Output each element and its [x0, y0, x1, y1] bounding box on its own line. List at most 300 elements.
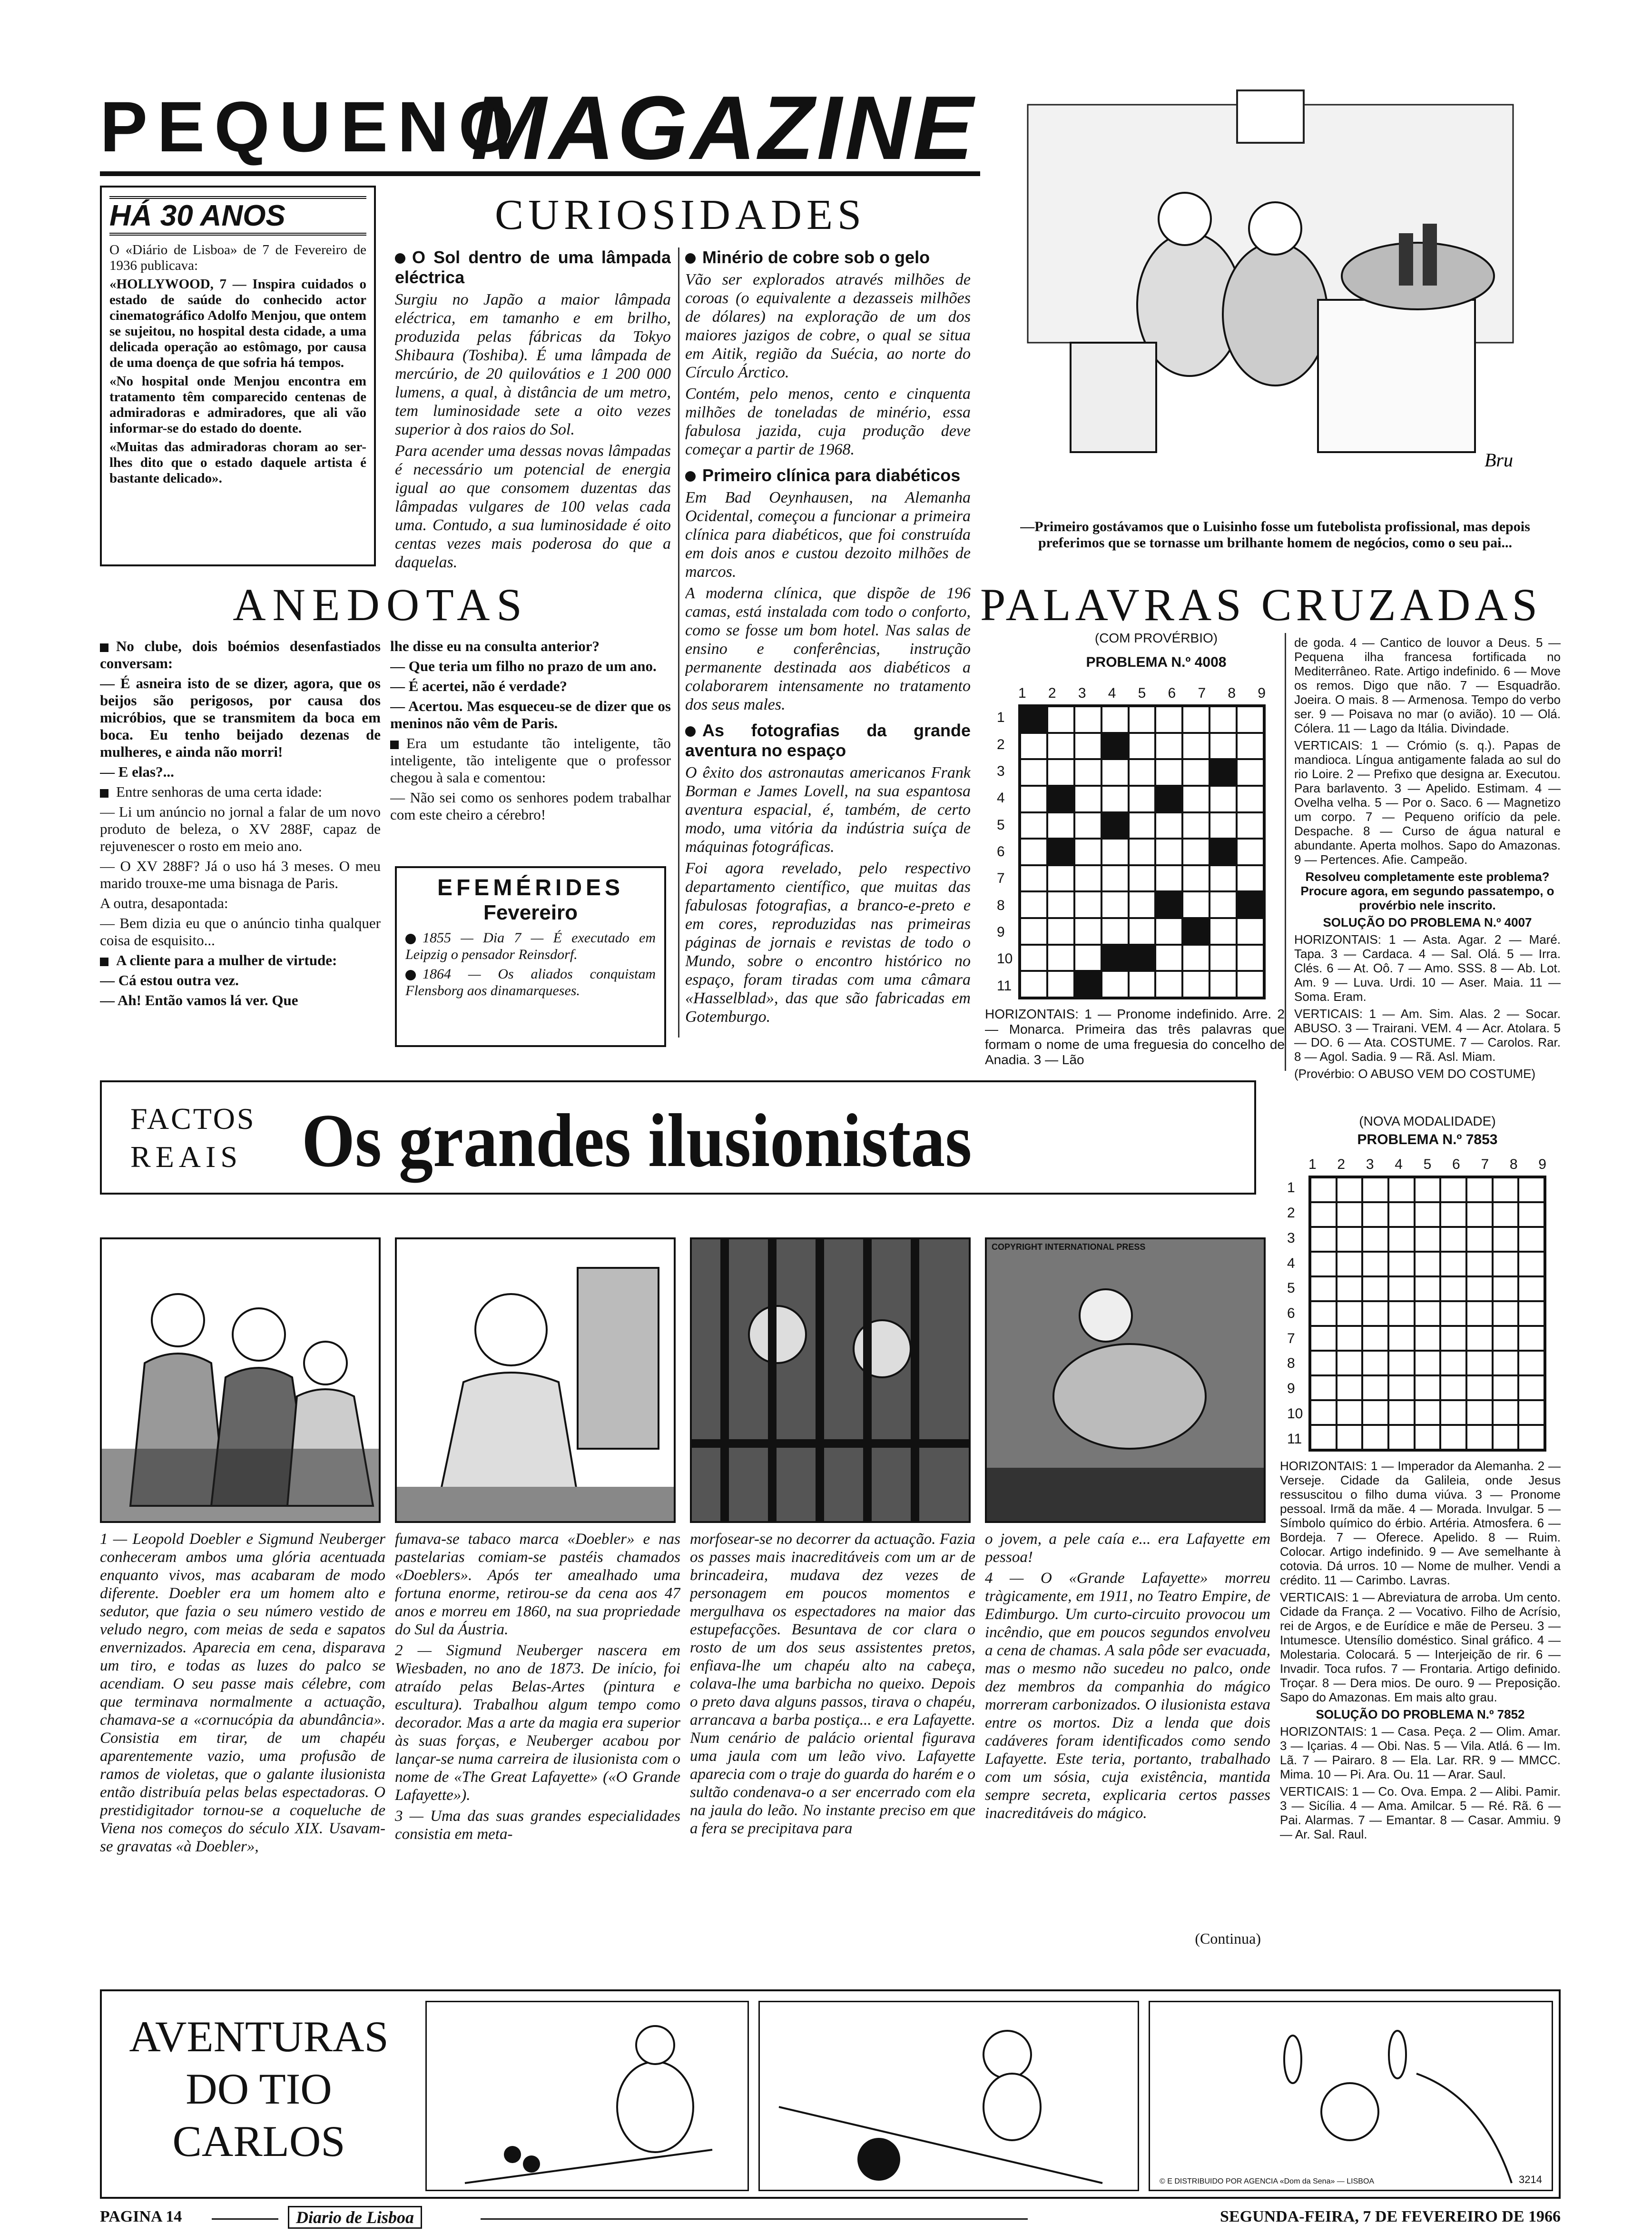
crossword-cell[interactable] — [1210, 812, 1237, 839]
factos-col4 — [985, 1530, 1270, 1935]
crossword-cell[interactable] — [1237, 891, 1264, 918]
strip-panel-2 — [758, 2001, 1139, 2191]
crossword-cell[interactable] — [1466, 1252, 1493, 1276]
crossword-cell[interactable] — [1310, 1400, 1337, 1425]
crossword-cell[interactable] — [1337, 1202, 1363, 1227]
crossword-cell[interactable] — [1518, 1425, 1544, 1450]
crossword2-col-9: 9 — [1538, 1157, 1546, 1172]
crossword-cell[interactable] — [1362, 1177, 1388, 1202]
crossword-cell[interactable] — [1493, 1276, 1519, 1301]
crossword-col-5: 5 — [1138, 685, 1146, 701]
bullet-icon — [685, 471, 696, 482]
crossword-cell[interactable] — [1388, 1375, 1415, 1400]
anedotas-a3: A cliente para a mulher de virtude: — [116, 952, 337, 969]
crossword-cell[interactable] — [1388, 1177, 1415, 1202]
crossword-cell[interactable] — [1101, 865, 1129, 892]
crossword-cell[interactable] — [1337, 1326, 1363, 1351]
crossword-cell[interactable] — [1129, 918, 1156, 945]
crossword-cell[interactable] — [1074, 918, 1101, 945]
crossword-cell[interactable] — [1337, 1425, 1363, 1450]
cartoon-illustration — [990, 76, 1561, 519]
crossword-cell[interactable] — [1466, 1351, 1493, 1375]
crossword-col-4: 4 — [1108, 685, 1116, 701]
crossword-cell[interactable] — [1388, 1252, 1415, 1276]
curiosidades-h1: O Sol dentro de uma lâmpada eléctrica — [395, 247, 671, 287]
crossword-cell[interactable] — [1362, 1227, 1388, 1252]
anedotas-col2 — [390, 638, 671, 866]
crossword-cell[interactable] — [1518, 1276, 1544, 1301]
bullet-icon — [390, 741, 399, 749]
crossword-cell[interactable] — [1493, 1326, 1519, 1351]
strip-panel-1 — [425, 2001, 749, 2191]
crossword-cell[interactable] — [1210, 759, 1237, 786]
crossword2-row-10: 10 — [1287, 1405, 1303, 1422]
crossword-cell[interactable] — [1101, 786, 1129, 812]
crossword-cell[interactable] — [1155, 945, 1182, 971]
crossword-cell[interactable] — [1047, 945, 1074, 971]
crossword-cell[interactable] — [1182, 945, 1210, 971]
crossword-cell[interactable] — [1129, 865, 1156, 892]
crossword-cell[interactable] — [1155, 786, 1182, 812]
crossword-cell[interactable] — [1362, 1276, 1388, 1301]
ha30-intro: O «Diário de Lisboa» de 7 de Fevereiro de 1936 publicava: — [109, 242, 366, 273]
crossword-cell[interactable] — [1020, 786, 1047, 812]
crossword-cell[interactable] — [1466, 1202, 1493, 1227]
crossword-cell[interactable] — [1388, 1351, 1415, 1375]
crossword-cell[interactable] — [1466, 1177, 1493, 1202]
crossword-cell[interactable] — [1020, 891, 1047, 918]
comic-panel-2 — [395, 1237, 676, 1523]
crossword-cell[interactable] — [1310, 1326, 1337, 1351]
factos-p2b: 2 — Sigmund Neuberger nascera em Wiesbaden, no ano de 1873. De início, foi atraído pelas Belas-Artes (pintura e escultura). Trabalhou algum tempo como decorador. Mas a arte da magia era superior às suas forças, e Neuberger acabou por lançar-se numa carreira de ilusionista com o nome de «The Great Lafayette» («O Grande Lafayette»). — [395, 1642, 680, 1804]
crossword-cell[interactable] — [1101, 759, 1129, 786]
crossword-cell[interactable] — [1074, 839, 1101, 865]
crossword-row-11: 11 — [997, 978, 1012, 994]
crossword-grid-7853[interactable] — [1308, 1176, 1546, 1452]
factos-continua: (Continua) — [1195, 1930, 1261, 1947]
crossword-cell[interactable] — [1155, 812, 1182, 839]
crossword-cell[interactable] — [1440, 1252, 1466, 1276]
crossword-cell[interactable] — [1155, 971, 1182, 998]
crossword-cell[interactable] — [1518, 1252, 1544, 1276]
crossword-cell[interactable] — [1074, 945, 1101, 971]
palavras-right — [1294, 635, 1561, 1111]
crossword-cell[interactable] — [1047, 865, 1074, 892]
crossword-cell[interactable] — [1020, 971, 1047, 998]
crossword-cell[interactable] — [1466, 1375, 1493, 1400]
crossword-cell[interactable] — [1210, 839, 1237, 865]
crossword-cell[interactable] — [1310, 1351, 1337, 1375]
anedotas-b1c: — É acertei, não é verdade? — [390, 678, 567, 694]
crossword-cell[interactable] — [1074, 971, 1101, 998]
crossword-cell[interactable] — [1155, 733, 1182, 760]
crossword-cell[interactable] — [1101, 812, 1129, 839]
crossword-row-7: 7 — [997, 870, 1005, 887]
crossword-cell[interactable] — [1074, 786, 1101, 812]
comic-panel-3 — [690, 1237, 971, 1523]
crossword-cell[interactable] — [1518, 1202, 1544, 1227]
crossword-cell[interactable] — [1020, 839, 1047, 865]
aventuras-title — [111, 2010, 406, 2167]
crossword-cell[interactable] — [1518, 1326, 1544, 1351]
crossword-cell[interactable] — [1182, 786, 1210, 812]
crossword-cell[interactable] — [1337, 1351, 1363, 1375]
crossword-cell[interactable] — [1362, 1351, 1388, 1375]
crossword2-col-7: 7 — [1481, 1157, 1489, 1172]
crossword-cell[interactable] — [1155, 759, 1182, 786]
crossword-cell[interactable] — [1466, 1276, 1493, 1301]
crossword-cell[interactable] — [1182, 865, 1210, 892]
bullet-icon — [100, 958, 108, 966]
palavras-vert: VERTICAIS: 1 — Crómio (s. q.). Papas de mandioca. Língua antigamente falada ao sul do rio Loire. 2 — Prefixo que designa ar. Executou. Para barlavento. 3 — Apelido. Estimam. 4 — Ovelha velha. 5 — Por o. Saco. 6 — Magnetizo um corpo. 7 — Pequeno orifício da pele. Despache. 8 — Curso de água natural e abundante. Aperta molhos. Sapo do Amazonas. 9 — Pertences. Afie. Campeão. — [1294, 738, 1561, 867]
crossword-cell[interactable] — [1101, 918, 1129, 945]
crossword-cell[interactable] — [1310, 1301, 1337, 1326]
crossword2-col-1: 1 — [1308, 1157, 1317, 1172]
crossword-cell[interactable] — [1074, 865, 1101, 892]
crossword-grid-4008[interactable] — [1018, 704, 1266, 999]
crossword-cell[interactable] — [1047, 971, 1074, 998]
anedotas-b1d: — Acertou. Mas esqueceu-se de dizer que os meninos não vêm de Paris. — [390, 698, 671, 731]
crossword-cell[interactable] — [1415, 1351, 1441, 1375]
crossword-cell[interactable] — [1388, 1301, 1415, 1326]
crossword-cell[interactable] — [1129, 706, 1156, 733]
efemerides-month: Fevereiro — [483, 901, 578, 924]
palavras-sol7852: SOLUÇÃO DO PROBLEMA N.º 7852 — [1316, 1707, 1525, 1721]
curiosidades-h2: Minério de cobre sob o gelo — [702, 247, 930, 267]
bullet-icon — [405, 970, 416, 980]
crossword-cell[interactable] — [1047, 759, 1074, 786]
crossword-cell[interactable] — [1182, 839, 1210, 865]
crossword-cell[interactable] — [1237, 812, 1264, 839]
crossword-cell[interactable] — [1020, 945, 1047, 971]
crossword-cell[interactable] — [1237, 706, 1264, 733]
crossword-cell[interactable] — [1493, 1252, 1519, 1276]
curiosidades-t2: Vão ser explorados através milhões de coroas (o equivalente a dezasseis milhões de dólares) na exploração de um dos maiores jazigos de cobre, o qual se situa em Aitik, região da Suécia, ao norte do Círculo Árctico. — [685, 271, 971, 381]
crossword-cell[interactable] — [1518, 1375, 1544, 1400]
factos-title: Os grandes ilusionistas — [302, 1098, 972, 1183]
bullet-icon — [405, 934, 416, 944]
curiosidades-t1: Surgiu no Japão a maior lâmpada eléctrica, em tamanho e em brilho, produzida pelas fábricas da Tokyo Shibaura (Toshiba). É uma lâmpada de mercúrio, de 20 quilovátios e 1 200 000 lumens, a qual, à distância de um metro, tem luminosidade sete a oito vezes superior à dos raios do Sol. — [395, 291, 671, 438]
palavras-problem2: PROBLEMA N.º 7853 — [1357, 1132, 1498, 1147]
crossword-cell[interactable] — [1518, 1177, 1544, 1202]
crossword-cell[interactable] — [1518, 1301, 1544, 1326]
crossword-cell[interactable] — [1047, 839, 1074, 865]
crossword-cell[interactable] — [1020, 918, 1047, 945]
curiosidades-h3: Primeiro clínica para diabéticos — [702, 465, 961, 485]
crossword-cell[interactable] — [1129, 812, 1156, 839]
crossword-cell[interactable] — [1493, 1177, 1519, 1202]
anedotas-b1: lhe disse eu na consulta anterior? — [390, 638, 600, 654]
crossword-cell[interactable] — [1047, 786, 1074, 812]
crossword-cell[interactable] — [1337, 1400, 1363, 1425]
efemerides-e1: 1855 — Dia 7 — É executado em Leipzig o pensador Reinsdorf. — [405, 930, 656, 962]
crossword-cell[interactable] — [1415, 1227, 1441, 1252]
crossword-cell[interactable] — [1466, 1301, 1493, 1326]
curiosidades-t2b: Contém, pelo menos, cento e cinquenta milhões de toneladas de minério, essa fabulosa jazida, cuja produção deve começar a partir de 1968. — [685, 385, 971, 458]
crossword-cell[interactable] — [1101, 706, 1129, 733]
crossword-cell[interactable] — [1415, 1301, 1441, 1326]
crossword-cell[interactable] — [1310, 1177, 1337, 1202]
crossword-cell[interactable] — [1129, 839, 1156, 865]
crossword-col-6: 6 — [1168, 685, 1176, 701]
crossword-cell[interactable] — [1047, 918, 1074, 945]
crossword-cell[interactable] — [1237, 733, 1264, 760]
crossword2-col-4: 4 — [1395, 1157, 1403, 1172]
anedotas-a1b: — É asneira isto de se dizer, agora, que os beijos são perigosos, por causa dos micróbios, que se transmitem da boca em boca. Eu tenho beijado dezenas de mulheres, e ainda não morri! — [100, 675, 381, 760]
crossword-cell[interactable] — [1129, 759, 1156, 786]
crossword-cell[interactable] — [1440, 1301, 1466, 1326]
crossword-cell[interactable] — [1493, 1227, 1519, 1252]
palavras-right2 — [1280, 1459, 1561, 1944]
crossword-cell[interactable] — [1466, 1227, 1493, 1252]
crossword-cell[interactable] — [1237, 759, 1264, 786]
factos-label2: REAIS — [130, 1140, 242, 1174]
crossword-cell[interactable] — [1415, 1177, 1441, 1202]
crossword-cell[interactable] — [1518, 1227, 1544, 1252]
crossword-cell[interactable] — [1415, 1425, 1441, 1450]
crossword-cell[interactable] — [1440, 1202, 1466, 1227]
crossword-cell[interactable] — [1518, 1400, 1544, 1425]
crossword-cell[interactable] — [1493, 1375, 1519, 1400]
curiosidades-t3b: A moderna clínica, que dispõe de 196 camas, está instalada com todo o conforto, como se fosse um bom hotel. Nas salas de ensino e conferências, instrução permanente destinada aos diabéticos a colaborarem intensamente no tratamento dos seus males. — [685, 584, 971, 713]
crossword-cell[interactable] — [1155, 706, 1182, 733]
curiosidades-col1 — [395, 247, 671, 600]
crossword2-row-9: 9 — [1287, 1381, 1295, 1397]
crossword-cell[interactable] — [1388, 1227, 1415, 1252]
crossword-cell[interactable] — [1466, 1326, 1493, 1351]
footer-page: PAGINA 14 — [100, 2208, 182, 2225]
factos-p4: o jovem, a pele caía e... era Lafayette em pessoa! — [985, 1531, 1270, 1566]
crossword-cell[interactable] — [1493, 1400, 1519, 1425]
crossword-cell[interactable] — [1337, 1227, 1363, 1252]
crossword-cell[interactable] — [1020, 733, 1047, 760]
factos-p3: morfosear-se no decorrer da actuação. Fazia os passes mais inacreditáveis com um ar de brincadeira, mudava dez vezes de personagem em poucos momentos e mergulhava os espectadores na maior das estupefacções. Besuntava de cor clara o rosto de um dos seus assistentes pretos, enfiava-lhe um chapéu alto na cabeça, colava-lhe uma barbicha no queixo. Depois o preto dava alguns passos, tirava o chapéu, arrancava a barba postiça... e era Lafayette. Num cenário de palácio oriental figurava uma jaula com um leão vivo. Lafayette aparecia com o traje do guarda do harém e o sultão condenava-o a ser encerrado com ela na jaula do leão. No instante preciso em que a fera se precipitava para — [690, 1531, 975, 1837]
crossword-row-8: 8 — [997, 897, 1005, 913]
crossword-cell[interactable] — [1074, 891, 1101, 918]
factos-col1 — [100, 1530, 385, 1954]
crossword-cell[interactable] — [1493, 1425, 1519, 1450]
crossword-cell[interactable] — [1415, 1375, 1441, 1400]
crossword-cell[interactable] — [1388, 1326, 1415, 1351]
crossword-cell[interactable] — [1210, 918, 1237, 945]
crossword-cell[interactable] — [1440, 1276, 1466, 1301]
crossword-cell[interactable] — [1182, 706, 1210, 733]
crossword-cell[interactable] — [1362, 1425, 1388, 1450]
crossword2-row-1: 1 — [1287, 1180, 1295, 1196]
crossword-row-5: 5 — [997, 817, 1005, 833]
bullet-icon — [685, 253, 696, 264]
footer-rule-left — [212, 2218, 278, 2220]
crossword2-row-11: 11 — [1287, 1431, 1302, 1447]
crossword-cell[interactable] — [1310, 1227, 1337, 1252]
crossword-cell[interactable] — [1362, 1301, 1388, 1326]
curiosidades-h4: As fotografias da grande aventura no espaço — [685, 721, 971, 760]
crossword-cell[interactable] — [1020, 812, 1047, 839]
footer-paper: Diario de Lisboa — [288, 2206, 422, 2229]
crossword2-col-2: 2 — [1337, 1157, 1346, 1172]
crossword-cell[interactable] — [1440, 1375, 1466, 1400]
aventuras-l2: DO TIO — [186, 2065, 332, 2113]
crossword-cell[interactable] — [1440, 1227, 1466, 1252]
svg-text:Bru: Bru — [1485, 449, 1513, 471]
crossword-cell[interactable] — [1182, 918, 1210, 945]
masthead-rule — [100, 171, 980, 176]
crossword-cell[interactable] — [1101, 733, 1129, 760]
crossword-row-10: 10 — [997, 951, 1013, 967]
crossword-cell[interactable] — [1020, 759, 1047, 786]
crossword-cell[interactable] — [1415, 1252, 1441, 1276]
ha30-p3: «Muitas das admiradoras choram ao ser-lhes dito que o estado daquele artista é bastante delicado». — [109, 439, 366, 486]
crossword-cell[interactable] — [1210, 786, 1237, 812]
crossword-cell[interactable] — [1415, 1400, 1441, 1425]
crossword-cell[interactable] — [1074, 812, 1101, 839]
crossword-cell[interactable] — [1310, 1252, 1337, 1276]
crossword-cell[interactable] — [1129, 786, 1156, 812]
crossword-cell[interactable] — [1155, 918, 1182, 945]
palavras-vert2: VERTICAIS: 1 — Abreviatura de arroba. Um cento. Cidade da França. 2 — Vocativo. Filho de Acrísio, rei de Argos, e de Eurídice e mãe de Perseu. 3 — Intumesce. Utensílio doméstico. Sinal gráfico. 4 — Molestaria. Colocará. 5 — Interjeição de rir. 6 — Invadir. Toca rufos. 7 — Frontaria. Artigo definido. Troçar. 8 — Dera mios. De ouro. 9 — Preposição. Sapo do Amazonas. Em mais alto grau. — [1280, 1590, 1561, 1704]
factos-label1: FACTOS — [130, 1102, 256, 1136]
palavras-sol4007h: HORIZONTAIS: 1 — Asta. Agar. 2 — Maré. Tapa. 3 — Cardaca. 4 — Sal. Olá. 5 — Irra. Clés. 6 — At. Oô. 7 — Amo. SSS. 8 — Ab. Lot. Am. 9 — Luva. Urdi. 10 — Aser. Maia. 11 — Soma. Eram. — [1294, 932, 1561, 1004]
crossword2-row-numbers — [1287, 1176, 1306, 1452]
crossword-cell[interactable] — [1237, 865, 1264, 892]
crossword-cell[interactable] — [1440, 1351, 1466, 1375]
crossword-cell[interactable] — [1362, 1400, 1388, 1425]
crossword-cell[interactable] — [1337, 1252, 1363, 1276]
crossword-cell[interactable] — [1210, 865, 1237, 892]
strip-credit: © E DISTRIBUIDO POR AGENCIA «Dom da Sena» — LISBOA — [1160, 2177, 1375, 2185]
crossword-cell[interactable] — [1362, 1252, 1388, 1276]
crossword-cell[interactable] — [1210, 706, 1237, 733]
crossword-cell[interactable] — [1237, 945, 1264, 971]
crossword-cell[interactable] — [1182, 759, 1210, 786]
crossword-cell[interactable] — [1237, 971, 1264, 998]
crossword-col-1: 1 — [1018, 685, 1026, 701]
crossword-cell[interactable] — [1047, 706, 1074, 733]
palavras-sol7852v: VERTICAIS: 1 — Co. Ova. Empa. 2 — Alibi. Pamir. 3 — Sicília. 4 — Ama. Amilcar. 5 — Ré. Rã. 6 — Pai. Alarmas. 7 — Emantar. 8 — Casar. Ammiu. 9 — Ar. Sal. Raul. — [1280, 1784, 1561, 1841]
crossword-cell[interactable] — [1440, 1425, 1466, 1450]
crossword-cell[interactable] — [1337, 1375, 1363, 1400]
crossword-cell[interactable] — [1440, 1326, 1466, 1351]
crossword-cell[interactable] — [1337, 1177, 1363, 1202]
crossword-cell[interactable] — [1362, 1326, 1388, 1351]
anedotas-a1: No clube, dois boémios desenfastiados conversam: — [100, 638, 381, 672]
crossword2-row-6: 6 — [1287, 1305, 1295, 1321]
crossword2-col-3: 3 — [1366, 1157, 1374, 1172]
crossword-row-9: 9 — [997, 924, 1005, 940]
bullet-icon — [395, 253, 405, 264]
crossword-col-numbers — [1018, 685, 1266, 702]
crossword-cell[interactable] — [1182, 812, 1210, 839]
crossword-col-3: 3 — [1078, 685, 1086, 701]
crossword-cell[interactable] — [1074, 706, 1101, 733]
crossword-cell[interactable] — [1182, 971, 1210, 998]
crossword-cell[interactable] — [1210, 733, 1237, 760]
crossword-cell[interactable] — [1237, 918, 1264, 945]
anedotas-a2c: — O XV 288F? Já o uso há 3 meses. O meu marido trouxe-me uma bisnaga de Paris. — [100, 858, 381, 891]
crossword-cell[interactable] — [1415, 1326, 1441, 1351]
palavras-proverb: (Provérbio: O ABUSO VEM DO COSTUME) — [1294, 1067, 1536, 1081]
crossword-col-9: 9 — [1258, 685, 1266, 701]
crossword-cell[interactable] — [1101, 971, 1129, 998]
anedotas-b2b: — Não sei como os senhores podem trabalhar com este cheiro a cérebro! — [390, 789, 671, 823]
crossword-cell[interactable] — [1415, 1276, 1441, 1301]
crossword-cell[interactable] — [1074, 733, 1101, 760]
crossword-cell[interactable] — [1440, 1177, 1466, 1202]
crossword-cell[interactable] — [1362, 1375, 1388, 1400]
crossword-cell[interactable] — [1210, 971, 1237, 998]
crossword-cell[interactable] — [1210, 945, 1237, 971]
crossword-cell[interactable] — [1210, 891, 1237, 918]
anedotas-a2e: — Bem dizia eu que o anúncio tinha qualquer coisa de esquisito... — [100, 915, 381, 949]
crossword-cell[interactable] — [1362, 1202, 1388, 1227]
crossword-cell[interactable] — [1337, 1276, 1363, 1301]
crossword-cell[interactable] — [1101, 839, 1129, 865]
crossword-cell[interactable] — [1047, 812, 1074, 839]
crossword-row-2: 2 — [997, 736, 1005, 752]
crossword-row-4: 4 — [997, 790, 1005, 806]
crossword2-row-5: 5 — [1287, 1280, 1295, 1296]
crossword-cell[interactable] — [1020, 865, 1047, 892]
crossword-cell[interactable] — [1440, 1400, 1466, 1425]
crossword-cell[interactable] — [1337, 1301, 1363, 1326]
crossword-cell[interactable] — [1074, 759, 1101, 786]
crossword-cell[interactable] — [1129, 971, 1156, 998]
crossword-cell[interactable] — [1129, 891, 1156, 918]
crossword-cell[interactable] — [1415, 1202, 1441, 1227]
crossword-cell[interactable] — [1310, 1276, 1337, 1301]
col-divider — [1285, 633, 1286, 1071]
crossword-cell[interactable] — [1101, 945, 1129, 971]
crossword-cell[interactable] — [1129, 733, 1156, 760]
curiosidades-t4b: Foi agora revelado, pelo respectivo departamento científico, que muitas das fabulosas fotografias, a branco-e-preto e em cores, reproduzidas nas primeiras páginas de jornais e revistas de todo o Mundo, sobre o encontro histórico no espaço, foram tiradas com uma câmara «Hasselblad», das que são fabricadas em Gotemburgo. — [685, 860, 971, 1026]
crossword-cell[interactable] — [1047, 733, 1074, 760]
crossword-cell[interactable] — [1310, 1375, 1337, 1400]
crossword-cell[interactable] — [1466, 1425, 1493, 1450]
crossword-cell[interactable] — [1237, 786, 1264, 812]
crossword-cell[interactable] — [1466, 1400, 1493, 1425]
crossword-cell[interactable] — [1388, 1202, 1415, 1227]
crossword2-row-2: 2 — [1287, 1205, 1295, 1221]
crossword-cell[interactable] — [1155, 865, 1182, 892]
crossword-row-1: 1 — [997, 710, 1005, 726]
crossword-cell[interactable] — [1020, 706, 1047, 733]
crossword-cell[interactable] — [1155, 839, 1182, 865]
crossword-cell[interactable] — [1493, 1301, 1519, 1326]
crossword-cell[interactable] — [1493, 1351, 1519, 1375]
crossword2-col-5: 5 — [1423, 1157, 1432, 1172]
palavras-title: PALAVRAS CRUZADAS — [980, 579, 1542, 630]
crossword-cell[interactable] — [1129, 945, 1156, 971]
crossword-cell[interactable] — [1388, 1425, 1415, 1450]
crossword-cell[interactable] — [1310, 1425, 1337, 1450]
crossword-cell[interactable] — [1101, 891, 1129, 918]
crossword-cell[interactable] — [1237, 839, 1264, 865]
palavras-horiz: HORIZONTAIS: 1 — Pronome indefinido. Arre. 2 — Monarca. Primeira das três palavras que formam o nome de uma freguesia do concelho de Anadia. 3 — Lão — [985, 1007, 1285, 1067]
crossword-cell[interactable] — [1182, 891, 1210, 918]
crossword-cell[interactable] — [1310, 1202, 1337, 1227]
crossword-cell[interactable] — [1388, 1276, 1415, 1301]
crossword-cell[interactable] — [1155, 891, 1182, 918]
factos-p4b: 4 — O «Grande Lafayette» morreu tràgicamente, em 1911, no Teatro Empire, de Edimburgo. Um curto-circuito provocou um incêndio, que em poucos segundos envolveu a cena de chamas. A sala pôde ser evacuada, mas o mesmo não sucedeu no palco, onde dez membros da companhia do mágico morreram carbonizados. O ilusionista estava entre os mortos. Diz a lenda que dois cadáveres foram identificados como sendo Lafayette. Este teria, portanto, trabalhado com um sósia, cuja existência, mantida sempre secreta, explicaria certos passes inacreditáveis do mágico. — [985, 1570, 1270, 1822]
crossword-cell[interactable] — [1182, 733, 1210, 760]
crossword-cell[interactable] — [1047, 891, 1074, 918]
bullet-icon — [100, 789, 108, 798]
palavras-nova: (NOVA MODALIDADE) — [1359, 1114, 1496, 1128]
crossword-cell[interactable] — [1493, 1202, 1519, 1227]
crossword-cell[interactable] — [1388, 1400, 1415, 1425]
comic-panel-1 — [100, 1237, 381, 1523]
crossword-cell[interactable] — [1518, 1351, 1544, 1375]
